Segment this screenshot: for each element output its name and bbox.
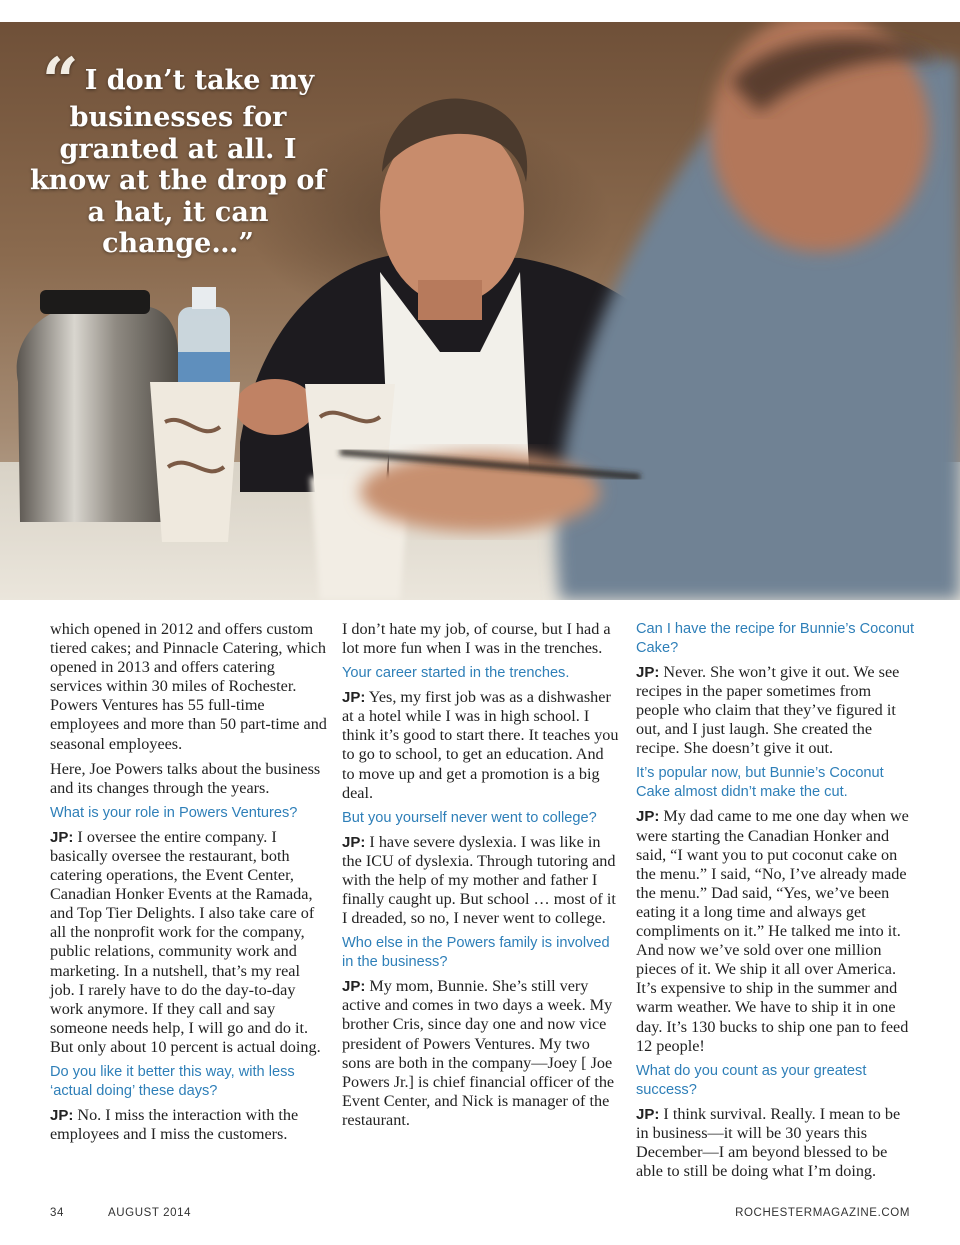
body-paragraph: which opened in 2012 and offers custom tiered cakes; and Pinnacle Catering, which opened in 2013 and offers catering services within 30 miles of Rochester. Powers Ventures has 55 full-time employees and more than 50 part-time and seasonal employees. [50, 620, 327, 753]
interview-question: Can I have the recipe for Bunnie’s Coconut Cake? [636, 621, 914, 656]
interview-question: It’s popular now, but Bunnie’s Coconut Cake almost didn’t make the cut. [636, 765, 884, 801]
pull-quote-text: I don’t take my businesses for granted at all. I know at the drop of a hat, it can change…” [29, 65, 327, 259]
speaker-label: JP: [50, 1106, 74, 1124]
speaker-label: JP: [342, 978, 366, 996]
answer-text: I have severe dyslexia. I was like in the ICU of dyslexia. Through tutoring and with the help of my mother and father I finally caught up. But school … most of it I dreaded, so no, I never went to college. [342, 832, 616, 928]
body-paragraph: I don’t hate my job, of course, but I had a lot more fun when I was in the trenches. [342, 620, 611, 658]
website: ROCHESTERMAGAZINE.COM [735, 1207, 910, 1219]
speaker-label: JP: [636, 1105, 660, 1123]
article-column-3 [636, 620, 914, 1187]
answer-text: Never. She won’t give it out. We see recipes in the paper sometimes from people who claim that they’ve figured it out, and I just laugh. She created the recipe. She doesn’t give it out. [636, 663, 900, 758]
interview-question: Do you like it better this way, with less ‘actual doing’ these days? [50, 1063, 295, 1099]
speaker-label: JP: [342, 689, 366, 707]
interview-question: What do you count as your greatest success? [636, 1062, 867, 1098]
answer-text: Yes, my first job was as a dishwasher at a hotel while I was in high school. I think it’s good to start there. It teaches you to go to school, to get an education. And to move up and get a promotion is a big deal. [342, 688, 619, 802]
interview-answer [50, 1106, 328, 1144]
interview-question: Your career started in the trenches. [342, 665, 570, 682]
issue-date: AUGUST 2014 [108, 1207, 192, 1219]
speaker-label: JP: [636, 664, 660, 681]
interview-question: What is your role in Powers Ventures? [50, 804, 298, 821]
speaker-label: JP: [50, 828, 74, 846]
page-footer [0, 1207, 960, 1227]
answer-text: I think survival. Really. I mean to be in business—it will be 30 years this December—I am beyond blessed to be able to still be doing what I’m doing. [636, 1104, 901, 1180]
article-column-1 [50, 620, 328, 1150]
article-photo [0, 22, 960, 600]
article-column-2 [342, 620, 620, 1136]
interview-answer [636, 1105, 914, 1181]
answer-text: I oversee the entire company. I basically oversee the restaurant, both catering operations, the Event Center, Canadian Honker Events at the Ramada, and Top Tier Delights. I also take care of all the nonprofit work for the company, public relations, community work and marketing. In a nutshell, that’s my real job. I rarely have to do the day-to-day work anymore. If they call and say someone needs help, I will go and do it. But only about 10 percent is actual doing. [50, 827, 321, 1056]
interview-answer [636, 807, 914, 1055]
quote-mark: “ [41, 44, 79, 119]
interview-question: Who else in the Powers family is involved in the business? [342, 935, 610, 971]
interview-answer [342, 688, 620, 803]
answer-text: No. I miss the interaction with the employees and I miss the customers. [50, 1105, 299, 1144]
page-number: 34 [50, 1207, 64, 1219]
body-paragraph: Here, Joe Powers talks about the business and its changes through the years. [50, 759, 321, 797]
answer-text: My mom, Bunnie. She’s still very active and comes in two days a week. My brother Cris, since day one and now vice president of Powers Ventures. My two sons are both in the company—Joey [ Joe Powers Jr.] is chief financial officer of the Event Center, and Nick is manager of the restaurant. [342, 977, 615, 1129]
interview-answer [636, 663, 914, 758]
pull-quote [28, 44, 328, 260]
interview-question: But you yourself never went to college? [342, 809, 597, 826]
speaker-label: JP: [342, 833, 366, 851]
interview-answer [342, 977, 620, 1130]
speaker-label: JP: [636, 808, 660, 826]
interview-answer [342, 833, 620, 928]
answer-text: My dad came to me one day when we were starting the Canadian Honker and said, “I want you to put coconut cake on the menu.” I said, “No, I’ve already made the menu.” Dad said, “Yes, we’ve been eating it a long time and always get compliments on it.” He talked me into it. And now we’ve sold over one million pieces of it. We ship it all over America. It’s expensive to ship in the summer and warm weather. We have to ship it in one day. It’s 130 bucks to ship one pan to feed 12 people! [636, 807, 909, 1055]
interview-answer [50, 828, 328, 1057]
